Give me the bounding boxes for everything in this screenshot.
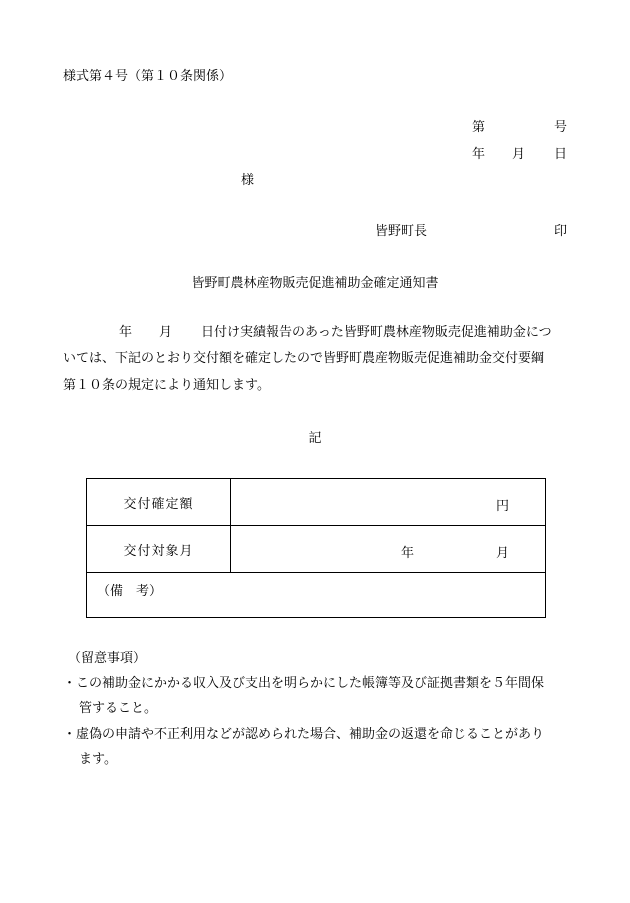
date-year-label: 年 [472,147,486,162]
ki-heading: 記 [308,431,322,446]
form-number: 様式第４号（第１０条関係） [63,69,233,84]
body-line-2: いては、下記のとおり交付額を確定したので皆野町農産物販売促進補助金交付要綱 [63,351,545,366]
note-1-line-2: 管すること。 [79,701,158,716]
grant-table [86,478,546,618]
seal-mark: 印 [554,224,568,239]
body-month-label: 月 [159,325,173,340]
body-line-3: 第１０条の規定により通知します。 [63,378,270,393]
document-title: 皆野町農林産物販売促進補助金確定通知書 [191,276,439,291]
note-2-line-2: ます。 [79,752,117,767]
target-month-label: 交付対象月 [87,526,231,573]
remarks-label: （備 考） [97,584,163,599]
table-row [87,526,546,573]
notes-title: （留意事項） [68,651,147,666]
table-row [87,479,546,526]
note-2-line-1: ・虚偽の申請や不正利用などが認められた場合、補助金の返還を命じることがあり [63,727,545,742]
document-number-label: 第 [472,120,486,135]
document-number-suffix: 号 [554,120,568,135]
body-line-1-text: 日付け実績報告のあった皆野町農林産物販売促進補助金につ [201,325,552,340]
remarks-cell [87,573,546,618]
target-month-month-unit: 月 [496,546,510,561]
body-year-label: 年 [119,325,133,340]
issuer-name: 皆野町長 [375,224,428,239]
target-month-year-unit: 年 [401,546,415,561]
note-1-line-1: ・この補助金にかかる収入及び支出を明らかにした帳簿等及び証拠書類を５年間保 [63,676,545,691]
amount-value-cell [231,479,546,526]
amount-unit: 円 [496,499,510,514]
target-month-value-cell [231,526,546,573]
date-day-label: 日 [554,147,568,162]
table-row [87,573,546,618]
recipient-honorific: 様 [241,173,255,188]
date-month-label: 月 [512,147,526,162]
amount-label: 交付確定額 [87,479,231,526]
